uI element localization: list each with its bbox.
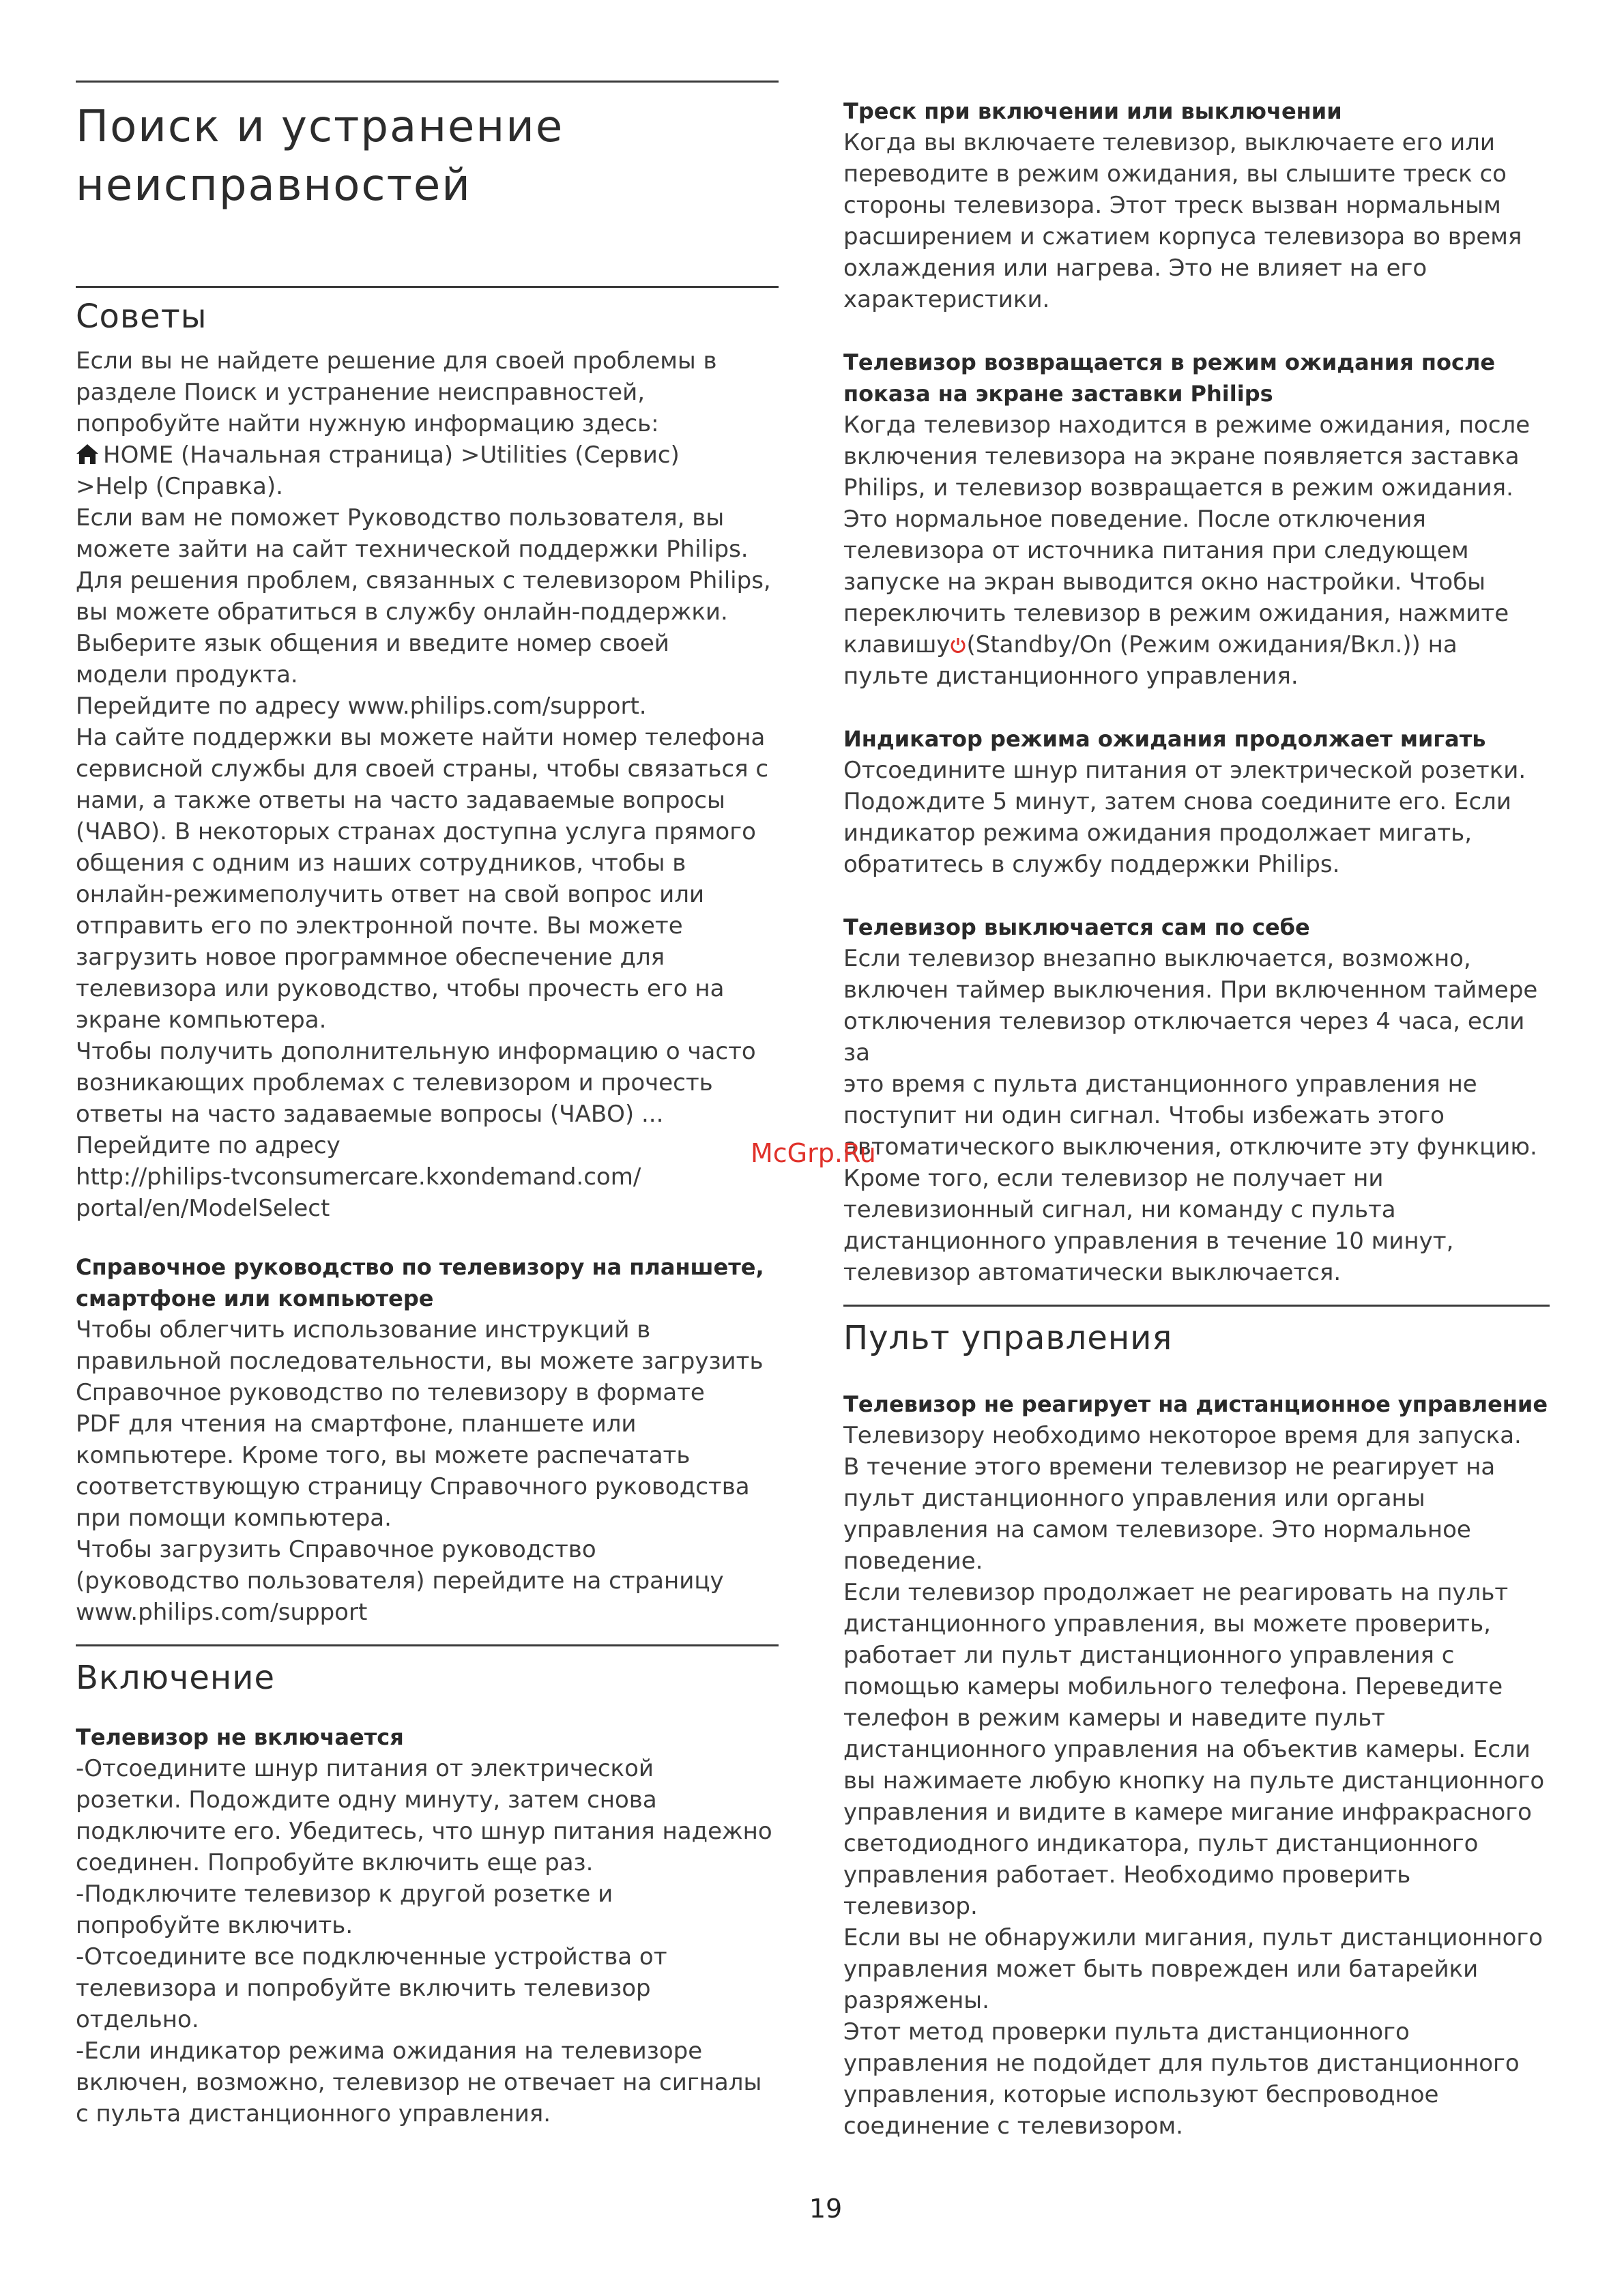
page-title-line1: Поиск и устранение (76, 102, 564, 152)
standby-key-suffix: (Standby/On (Режим ожидания/Вкл.)) на (966, 631, 1458, 658)
title-rule (76, 81, 779, 83)
home-path-text: HOME (Начальная страница) >Utilities (Сервис) (103, 441, 680, 469)
subheading-returns-standby: Телевизор возвращается в режим ожидания после показа на экране заставки Philips (843, 349, 1496, 407)
sovety-paragraph-1: Если вы не найдете решение для своей проблемы в разделе Поиск и устранение неисправностей, попробуйте найти нужную информацию здесь: (76, 347, 717, 437)
standby-blinking-text: Отсоедините шнур питания от электрической розетки. Подождите 5 минут, затем снова соедините его. Если индикатор режима ожидания продолжает мигать, обратитесь в службу поддержки Philips. (843, 757, 1526, 878)
help-path-line: >Help (Справка). (76, 473, 283, 500)
sovety-paragraph-3: Чтобы облегчить использование инструкций в правильной последовательности, вы можете загрузить Справочное руководство по телевизору в формате PDF для чтения на смартфоне, планшете или компьютере. Кроме того, вы можете распечатать соответствующую страницу Справочного руководства при помощи компьютера. Чтобы загрузить Справочное руководство (руководство пользователя) перейдите на страницу www.philips.com/support (76, 1316, 764, 1626)
right-column (843, 96, 1550, 2142)
subheading-reference-guide: Справочное руководство по телевизору на планшете, смартфоне или компьютере (76, 1254, 764, 1311)
standby-power-icon (950, 630, 966, 647)
returns-standby-text-end: пульте дистанционного управления. (843, 663, 1299, 690)
standby-key-prefix: клавишу (843, 631, 951, 658)
section-heading-sovety: Советы (76, 297, 207, 336)
left-column (76, 81, 779, 2130)
turns-off-itself-text: Если телевизор внезапно выключается, возможно, включен таймер выключения. При включенном таймере отключения телевизор отключается через 4 часа, если за это время с пульта дистанционного управления не поступит ни один сигнал. Чтобы избежать этого автоматического выключения, отключите эту функцию. Кроме того, если телевизор не получает ни телевизионный сигнал, ни команду с пульта дистанционного управления в течение 10 минут, телевизор автоматически выключается. (843, 945, 1538, 1286)
home-icon (76, 441, 99, 463)
section-heading-vklyuchenie: Включение (76, 1659, 276, 1697)
no-remote-response-text: Телевизору необходимо некоторое время для запуска. В течение этого времени телевизор не реагирует на пульт дистанционного управления или органы управления на самом телевизоре. Это нормальное поведение. Если телевизор продолжает не реагировать на пульт дистанционного управления, вы можете проверить, работает ли пульт дистанционного управления с помощью камеры мобильного телефона. Переведите телефон в режим камеры и наведите пульт дистанционного управления на объектив камеры. Если вы нажимаете любую кнопку на пульте дистанционного управления и видите в камере мигание инфракрасного светодиодного индикатора, пульт дистанционного управления работает. Необходимо проверить телевизор. Если вы не обнаружили мигания, пульт дистанционного управления может быть поврежден или батарейки разряжены. Этот метод проверки пульта дистанционного управления не подойдет для пультов дистанционного управления, которые используют беспроводное соединение с телевизором. (843, 1422, 1545, 2140)
page-number: 19 (809, 2194, 843, 2224)
page-title-line2: неисправностей (76, 160, 472, 211)
subheading-tv-not-turning-on: Телевизор не включается (76, 1724, 404, 1750)
subheading-turns-off-itself: Телевизор выключается сам по себе (843, 914, 1310, 940)
home-path-line (76, 439, 779, 471)
subheading-standby-blinking: Индикатор режима ожидания продолжает мигать (843, 726, 1486, 752)
returns-standby-text: Когда телевизор находится в режиме ожидания, после включения телевизора на экране появляется заставка Philips, и телевизор возвращается в режим ожидания. Это нормальное поведение. После отключения телевизора от источника питания при следующем запуске на экран выводится окно настройки. Чтобы переключить телевизор в режим ожидания, нажмите (843, 411, 1531, 627)
watermark: McGrp.Ru (751, 1138, 876, 1168)
subheading-crackling: Треск при включении или выключении (843, 98, 1342, 124)
crackling-text: Когда вы включаете телевизор, выключаете его или переводите в режим ожидания, вы слышите треск со стороны телевизора. Этот треск вызван нормальным расширением и сжатием корпуса телевизора во время охлаждения или нагрева. Это не влияет на его характеристики. (843, 129, 1522, 313)
sovety-paragraph-2: Если вам не поможет Руководство пользователя, вы можете зайти на сайт технической поддержки Philips. Для решения проблем, связанных с телевизором Philips, вы можете обратиться в службу онлайн-поддержки. Выберите язык общения и введите номер своей модели продукта. Перейдите по адресу www.philips.com/support. На сайте поддержки вы можете найти номер телефона сервисной службы для своей страны, чтобы связаться с нами, а также ответы на часто задаваемые вопросы (ЧАВО). В некоторых странах доступна услуга прямого общения с одним из наших сотрудников, чтобы в онлайн-режимеполучить ответ на свой вопрос или отправить его по электронной почте. Вы можете загрузить новое программное обеспечение для телевизора или руководство, чтобы прочесть его на экране компьютера. Чтобы получить дополнительную информацию о часто возникающих проблемах с телевизором и прочесть ответы на часто задаваемые вопросы (ЧАВО) ... Перейдите по адресу http://philips-tvconsumercare.kxondemand.com/ portal/en/ModelSelect (76, 504, 771, 1222)
subheading-no-remote-response: Телевизор не реагирует на дистанционное управление (843, 1391, 1548, 1417)
vklyuchenie-paragraph: -Отсоедините шнур питания от электрической розетки. Подождите одну минуту, затем снова подключите его. Убедитесь, что шнур питания надежно соединен. Попробуйте включить еще раз. -Подключите телевизор к другой розетке и попробуйте включить. -Отсоедините все подключенные устройства от телевизора и попробуйте включить телевизор отдельно. -Если индикатор режима ожидания на телевизоре включен, возможно, телевизор не отвечает на сигналы с пульта дистанционного управления. (76, 1755, 772, 2127)
page-title (76, 98, 779, 215)
section-heading-remote: Пульт управления (843, 1319, 1173, 1357)
standby-key-line (843, 629, 1550, 660)
